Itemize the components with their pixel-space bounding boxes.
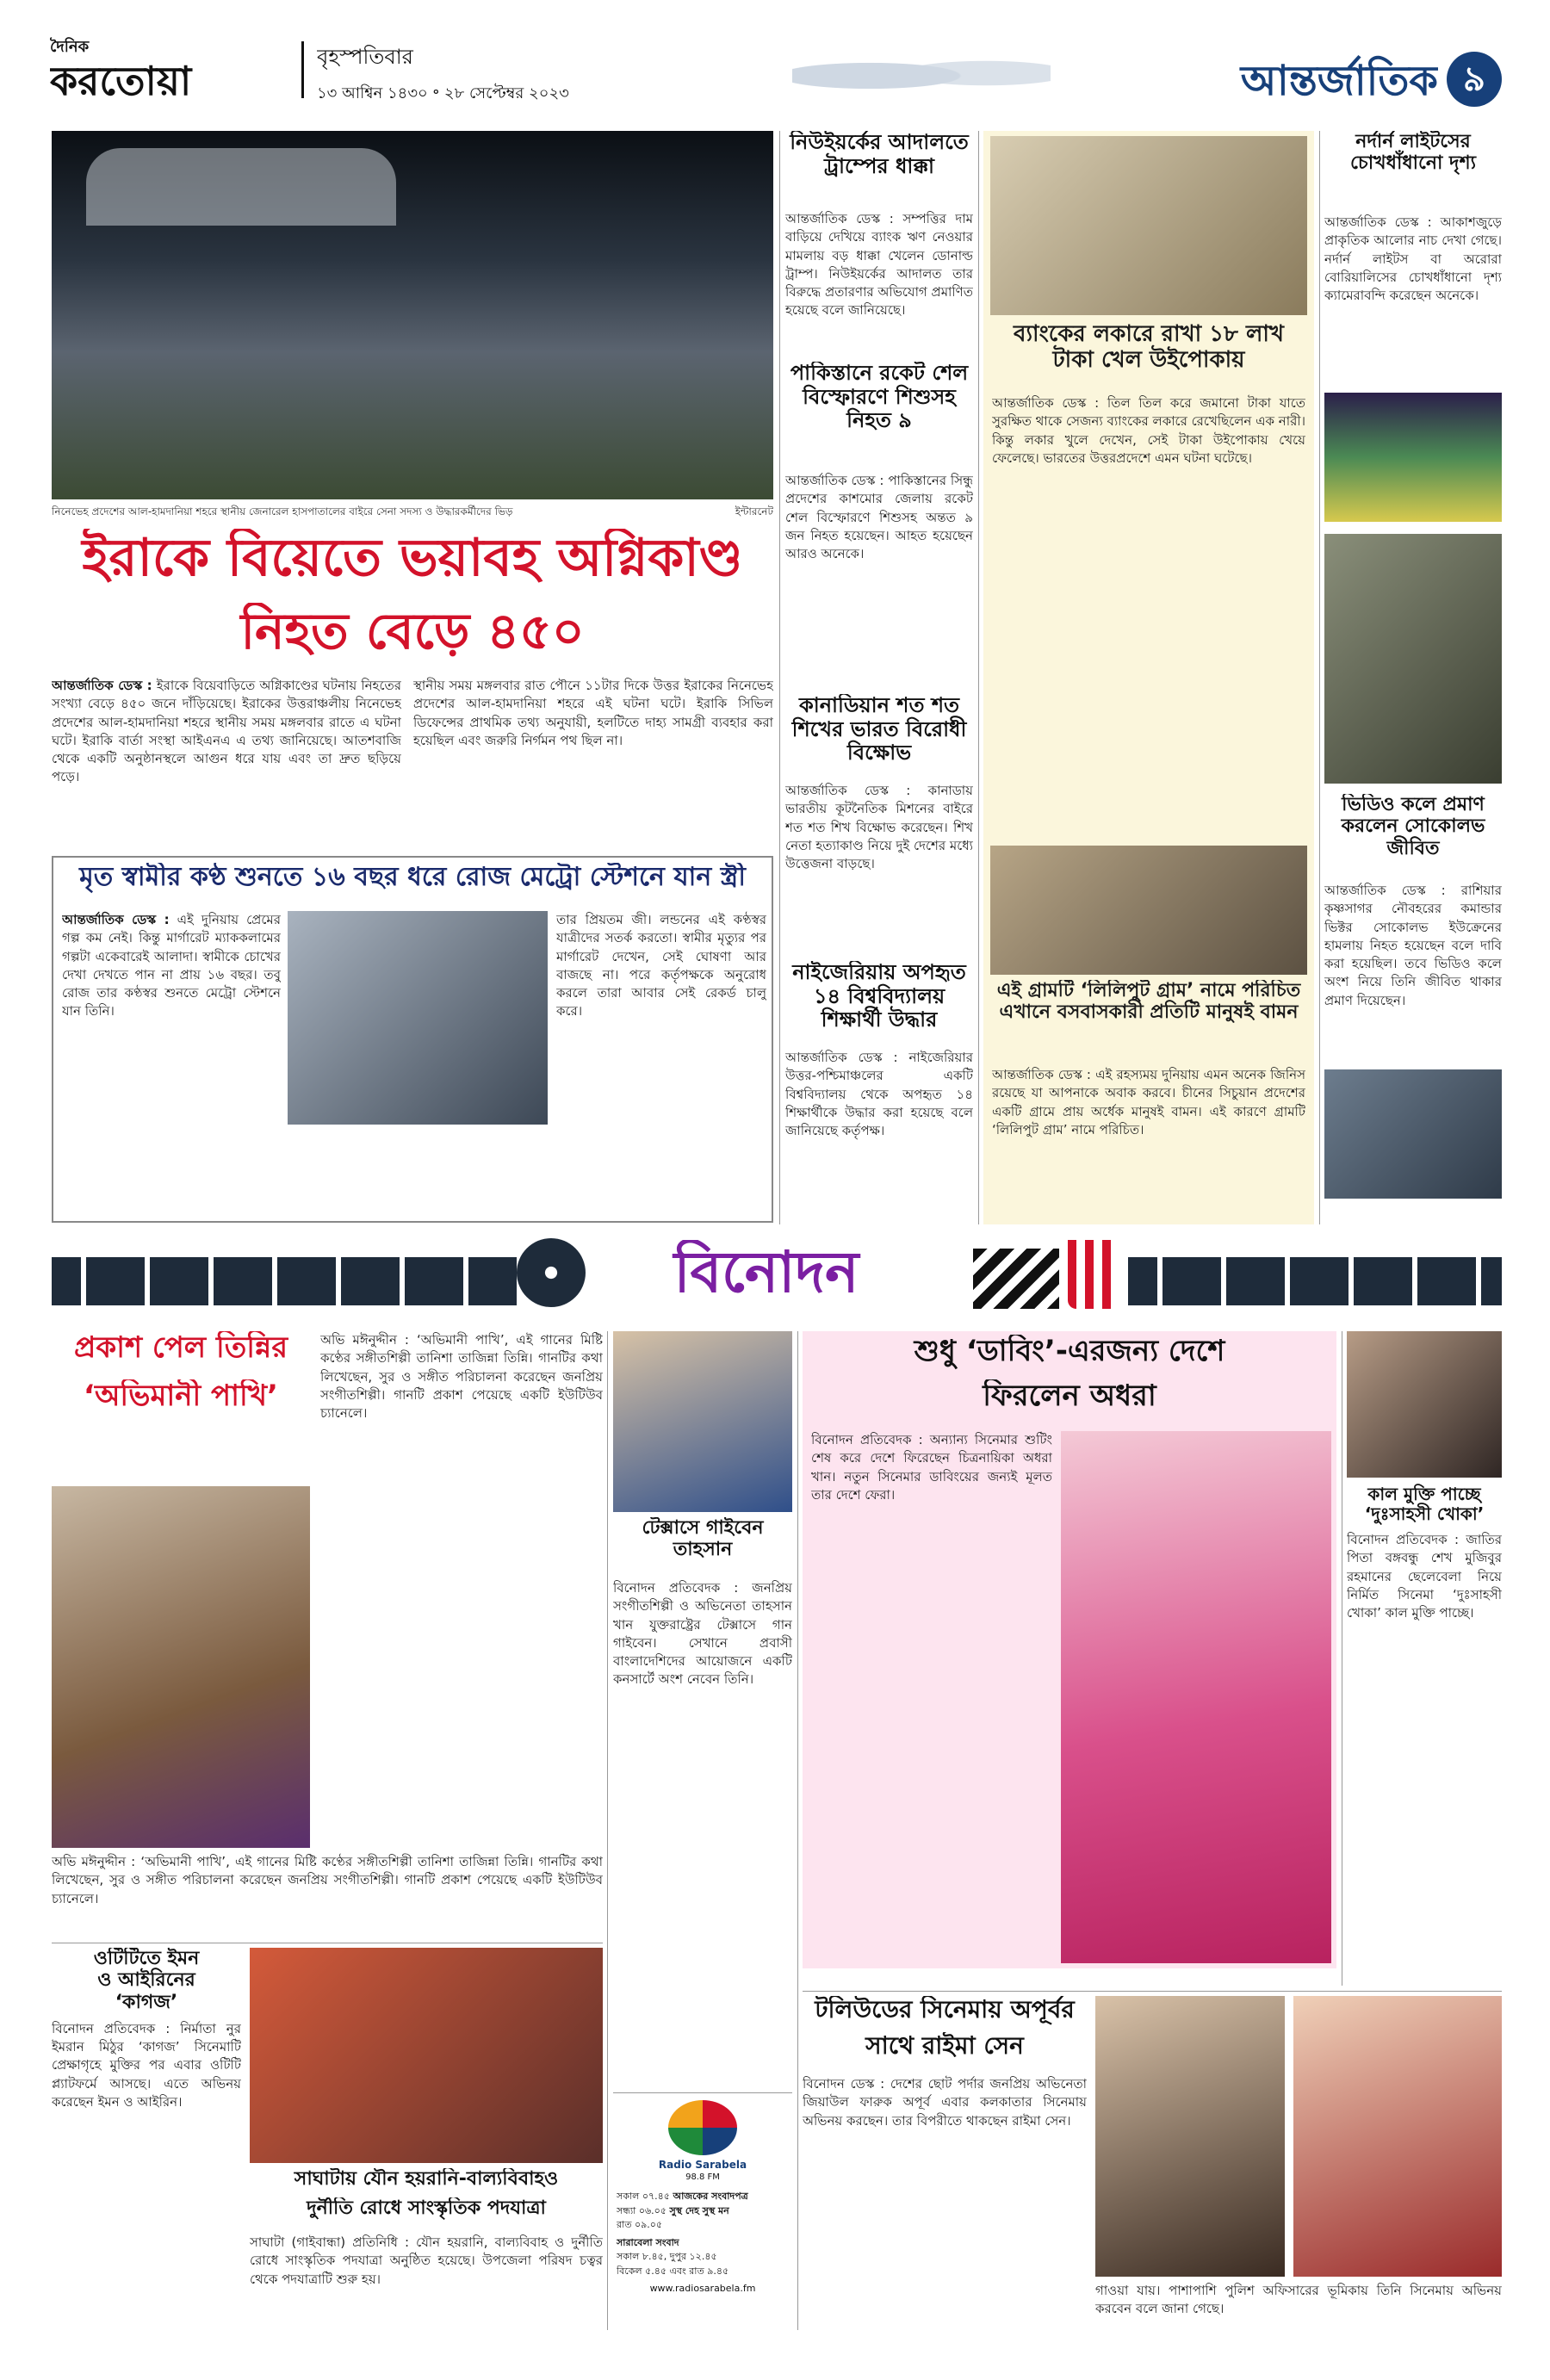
village-photo	[990, 846, 1307, 975]
lead-photo-caption: নিনেভেহ প্রদেশের আল-হামদানিয়া শহরে স্থানীয় জেনারেল হাসপাতালের বাইরে সেনা সদস্য ও উদ্ধারকর্মীদের ভিড়	[52, 505, 513, 518]
date-text: ১৩ আশ্বিন ১৪৩০ ॰ ২৮ সেপ্টেম্বর ২০২৩	[317, 84, 569, 102]
column-right	[1324, 131, 1502, 1224]
logo-main-text: করতোয়া	[50, 58, 192, 103]
lead-photo	[52, 131, 773, 499]
radio-time-3: রাত ০৯.০৫	[617, 2219, 663, 2230]
radio-schedule	[617, 2190, 789, 2327]
right-s1-body-top: আন্তর্জাতিক ডেস্ক : আকাশজুড়ে প্রাকৃতিক আলোর নাচ দেখা গেছে। নর্দার্ন লাইটস বা অরোরা বোরিয়ালিসের চোখধাঁধানো দৃশ্য ক্যামেরাবন্দি করেছেন অনেকে।	[1324, 214, 1502, 304]
ent-tinni-story	[52, 1331, 603, 1848]
apurba-body: বিনোদন ডেস্ক : দেশের ছোট পর্দার জনপ্রিয় অভিনেতা জিয়াউল ফারুক অপূর্ব এবার কলকাতার সিনেমায় অভিনয় করছেন। তার বিপরীতে থাকছেন রাইমা সেন।	[803, 2076, 1087, 2129]
lead-body-col-2	[413, 677, 773, 849]
radio-news-1: সকাল ৮.৪৫, দুপুর ১২.৪৫	[617, 2251, 717, 2262]
radio-time-2: সন্ধ্যা ০৬.০৫ সুস্থ দেহ সুস্থ মন	[617, 2204, 729, 2216]
khoka-caption-2: ‘দুঃসাহসী খোকা’	[1364, 1503, 1485, 1524]
adhora-headline-2: ফিরলেন অধরা	[983, 1379, 1156, 1413]
column-bank	[983, 131, 1314, 1224]
logo-small-text: দৈনিক	[50, 38, 90, 56]
lead-headline-1: ইরাকে বিয়েতে ভয়াবহ অগ্নিকাণ্ড	[82, 529, 743, 588]
masthead-logo	[50, 34, 300, 103]
adhora-body: বিনোদন প্রতিবেদক : অন্যান্য সিনেমার শুটিং শেষ করে দেশে ফিরেছেন চিত্রনায়িকা অধরা খান। নতুন সিনেমার ডাবিংয়ের জন্যই মূলত তার দেশে ফেরা।	[811, 1432, 1052, 1503]
tinni-body-cont: অভি মঈনুদ্দীন : ‘অভিমানী পাখি’, এই গানের মিষ্টি কণ্ঠের সঙ্গীতশিল্পী তানিশা তাজিন্না তিন্নি। গানটির কথা লিখেছেন, সুর ও সঙ্গীত পরিচালনা করেছেন জনপ্রিয় সংগীতশিল্পী। গানটি প্রকাশ পেয়েছে একটি ইউটিউব চ্যানেলে।	[52, 1854, 603, 1906]
lead-lead-in: আন্তর্জাতিক ডেস্ক :	[52, 678, 152, 693]
masthead-world-decor	[792, 50, 1051, 102]
raima-photo	[1293, 1996, 1502, 2277]
aurora-photo	[1324, 393, 1502, 522]
tinni-body: অভি মঈনুদ্দীন : ‘অভিমানী পাখি’, এই গানের মিষ্টি কণ্ঠের সঙ্গীতশিল্পী তানিশা তাজিন্না তিন্নি। গানটির কথা লিখেছেন, সুর ও সঙ্গীত পরিচালনা করেছেন জনপ্রিয় সংগীতশিল্পী। গানটি প্রকাশ পেয়েছে একটি ইউটিউব চ্যানেলে।	[320, 1332, 603, 1422]
mid-s3-headline: কানাডিয়ান শত শত শিখের ভারত বিরোধী বিক্ষোভ	[791, 694, 967, 765]
tinni-headline-2: ‘অভিমানী পাখি’	[84, 1379, 278, 1413]
tahsan-caption: টেক্সাসে গাইবেন তাহসান	[642, 1517, 764, 1561]
tahsan-photo	[613, 1331, 792, 1512]
radio-logo-icon	[668, 2100, 737, 2155]
boxed-story	[52, 856, 773, 1223]
page-number-badge	[1447, 52, 1502, 107]
mid-s2-body: আন্তর্জাতিক ডেস্ক : পাকিস্তানের সিন্ধু প্রদেশের কাশমোর জেলায় রকেট শেল বিস্ফোরণে শিশুসহ অন্তত ৯ জন নিহত হয়েছেন। আহত হয়েছেন আরও অনেকে।	[785, 473, 973, 562]
boxed-body-1-text: এই দুনিয়ায় প্রেমের গল্প কম নেই। কিন্তু মার্গারেট ম্যাককলামের গল্পটা একেবারেই আলাদা। স্বামীকে চোখের দেখা দেখতে পান না প্রায় ১৬ বছর। তবু রোজ তার কণ্ঠস্বর শুনতে মেট্রো স্টেশনে যান তিনি।	[62, 912, 281, 1020]
lead-photo-credit: ইন্টারনেট	[735, 505, 773, 518]
popcorn-icon	[1068, 1240, 1119, 1309]
mid-s4-headline: নাইজেরিয়ায় অপহৃত ১৪ বিশ্ববিদ্যালয় শিক্ষার্থী উদ্ধার	[792, 961, 966, 1032]
ent-khoka-story	[1347, 1331, 1502, 1986]
mid-s1-body: আন্তর্জাতিক ডেস্ক : সম্পত্তির দাম বাড়িয়ে দেখিয়ে ব্যাংক ঋণ নেওয়ার মামলায় বড় ধাক্কা খেলেন ডোনাল্ড ট্রাম্প। নিউইয়র্কের আদালত তার বিরুদ্ধে প্রতারণার অভিযোগ প্রমাণিত হয়েছে বলে জানিয়েছে।	[785, 211, 973, 319]
lead-body-2: স্থানীয় সময় মঙ্গলবার রাত পৌনে ১১টার দিকে উত্তর ইরাকের নিনেভেহ প্রদেশের আল-হামদানিয়া শহরে এই ঘটনা ঘটে। ইরাকি সিভিল ডিফেন্সের প্রাথমিক তথ্য অনুযায়ী, হলটিতে দাহ্য সামগ্রী ব্যবহার করা হয়েছিল এবং জরুরি নির্গমন পথ ছিল না।	[413, 678, 773, 748]
apurba-photo	[1095, 1996, 1285, 2277]
boxed-lead-in: আন্তর্জাতিক ডেস্ক :	[62, 912, 170, 927]
boxed-story-headline: মৃত স্বামীর কণ্ঠ শুনতে ১৬ বছর ধরে রোজ মেট্রো স্টেশনে যান স্ত্রী	[79, 863, 746, 892]
bank-headline: ব্যাংকের লকারে রাখা ১৮ লাখ টাকা খেল উইপোকায়	[1014, 322, 1284, 373]
column-mid	[785, 131, 973, 1224]
adhora-headline-1: শুধু ‘ডাবিং’-এরজন্য দেশে	[914, 1335, 1225, 1368]
lead-body-col-1	[52, 677, 401, 849]
radio-name: Radio Sarabela	[658, 2159, 747, 2171]
kagoj-headline-3: ‘কাগজ’	[115, 1991, 178, 2013]
film-strip-right	[1128, 1257, 1502, 1305]
adhora-photo	[1061, 1431, 1331, 1963]
masthead	[0, 0, 1550, 129]
apurba-headline-1: টলিউডের সিনেমায় অপূর্বর	[815, 1996, 1075, 2024]
radio-label: সারাবেলা সংবাদ	[617, 2236, 679, 2248]
right-s2-headline: ভিডিও কলে প্রমাণ করলেন সোকোলভ জীবিত	[1341, 794, 1485, 859]
section-title: আন্তর্জাতিক	[1240, 57, 1438, 105]
kagoj-headline-1: ওটিটিতে ইমন	[93, 1948, 200, 1969]
entertainment-banner-title: বিনোদন	[673, 1240, 859, 1305]
video-call-photo	[1324, 1069, 1502, 1199]
radio-news-2: বিকেল ৫.৪৫ এবং রাত ৯.৪৫	[617, 2265, 729, 2277]
bank-body: আন্তর্জাতিক ডেস্ক : তিল তিল করে জমানো টাকা যাতে সুরক্ষিত থাকে সেজন্য ব্যাংকের লকারে রেখেছিলেন এক নারী। কিন্তু লকার খুলে দেখেন, সেই টাকা উইপোকায় খেয়ে ফেলেছে। ভারতের উত্তরপ্রদেশে এমন ঘটনা ঘটেছে।	[992, 395, 1305, 466]
ent-tahsan-story	[613, 1331, 792, 2141]
village-body: আন্তর্জাতিক ডেস্ক : এই রহস্যময় দুনিয়ায় এমন অনেক জিনিস রয়েছে যা আপনাকে অবাক করবে। চীনের সিচুয়ান প্রদেশের একটি গ্রামে প্রায় অর্ধেক মানুষই বামন। এই কারণে গ্রামটি ‘লিলিপুট গ্রাম’ নামে পরিচিত।	[992, 1067, 1305, 1137]
day-text: বৃহস্পতিবার	[317, 45, 413, 69]
tinni-headline-1: প্রকাশ পেল তিন্নির	[73, 1331, 288, 1365]
padajatra-photo	[250, 1948, 603, 2163]
tinni-photo	[52, 1486, 310, 1848]
mid-s2-headline: পাকিস্তানে রকেট শেল বিস্ফোরণে শিশুসহ নিহত ৯	[790, 362, 969, 433]
bank-photo	[990, 136, 1307, 315]
mid-s4-body: আন্তর্জাতিক ডেস্ক : নাইজেরিয়ার উত্তর-পশ্চিমাঞ্চলের একটি বিশ্ববিদ্যালয় থেকে অপহৃত ১৪ শিক্ষার্থীকে উদ্ধার করা হয়েছে বলে জানিয়েছে কর্তৃপক্ষ।	[785, 1050, 973, 1139]
boxed-story-photo	[288, 911, 548, 1125]
mid-s1-headline: নিউইয়র্কের আদালতে ট্রাম্পের ধাক্কা	[790, 131, 969, 178]
apurba-body-bottom: গাওয়া যায়। পাশাপাশি পুলিশ অফিসারের ভূমিকায় তিনি সিনেমায় অভিনয় করবেন বলে জানা গেছে।	[1095, 2283, 1502, 2317]
boxed-body-2-text: তার প্রিয়তম জী। লন্ডনের এই কণ্ঠস্বর যাত্রীদের সতর্ক করতো। স্বামীর মৃত্যুর পর মার্গারেট দেখেন, সেই ঘোষণা আর বাজছে না। পরে কর্তৃপক্ষকে অনুরোধ করলে তারা আবার সেই রেকর্ড চালু করে।	[556, 912, 766, 1020]
boxed-story-body-1	[62, 911, 281, 1218]
padajatra-headline-1: সাঘাটায় যৌন হয়রানি-বাল্যবিবাহও	[294, 2168, 559, 2190]
soldier-photo	[1324, 534, 1502, 784]
entertainment-banner	[52, 1231, 1502, 1324]
tahsan-body: বিনোদন প্রতিবেদক : জনপ্রিয় সংগীতশিল্পী ও অভিনেতা তাহসান খান যুক্তরাষ্ট্রের টেক্সাসে গান গাইবেন। সেখানে প্রবাসী বাংলাদেশিদের আয়োজনে একটি কনসার্টে অংশ নেবেন তিনি।	[613, 1580, 792, 1688]
right-s2-body: আন্তর্জাতিক ডেস্ক : রাশিয়ার কৃষ্ণসাগর নৌবহরের কমান্ডার ভিক্টর সোকোলভ ইউক্রেনের হামলায় নিহত হয়েছেন বলে দাবি করা হয়েছিল। তবে ভিডিও কলে অংশ নিয়ে তিনি জীবিত থাকার প্রমাণ দিয়েছেন।	[1324, 883, 1502, 1008]
boxed-story-body-2	[556, 911, 766, 1218]
apurba-headline-2: সাথে রাইমা সেন	[865, 2032, 1024, 2060]
khoka-photo	[1347, 1331, 1502, 1478]
ent-kagoj-story	[52, 1948, 241, 2327]
lead-body-1: ইরাকে বিয়েবাড়িতে অগ্নিকাণ্ডের ঘটনায় নিহতের সংখ্যা বেড়ে ৪৫০ জনে দাঁড়িয়েছে। ইরাকের উত্তরাঞ্চলীয় নিনেভেহ প্রদেশের আল-হামদানিয়া শহরে স্থানীয় সময় মঙ্গলবার রাতে এ ঘটনা ঘটে। ইরাকি বার্তা সংস্থা আইএনএ এ তথ্য জানিয়েছে। আতশবাজি থেকে একটি অনুষ্ঠানস্থলে আগুন ধরে যায় এবং তা দ্রুত ছড়িয়ে পড়ে।	[52, 678, 401, 785]
mid-s3-body: আন্তর্জাতিক ডেস্ক : কানাডায় ভারতীয় কূটনৈতিক মিশনের বাইরে শত শত শিখ বিক্ষোভ করেছেন। শিখ নেতা হত্যাকাণ্ড নিয়ে দুই দেশের মধ্যে উত্তেজনা বাড়ছে।	[785, 783, 973, 872]
khoka-caption-1: কাল মুক্তি পাচ্ছে	[1367, 1484, 1481, 1504]
ent-adhora-story	[803, 1331, 1336, 1968]
padajatra-headline-2: দুর্নীতি রোধে সাংস্কৃতিক পদযাত্রা	[307, 2197, 546, 2219]
radio-freq: 98.8 FM	[685, 2172, 720, 2182]
khoka-body: বিনোদন প্রতিবেদক : জাতির পিতা বঙ্গবন্ধু শেখ মুজিবুর রহমানের ছেলেবেলা নিয়ে নির্মিত সিনেমা ‘দুঃসাহসী খোকা’ কাল মুক্তি পাচ্ছে।	[1347, 1532, 1502, 1621]
right-s1-headline: নর্দার্ন লাইটসের চোখধাঁধানো দৃশ্য	[1349, 131, 1476, 175]
kagoj-body: বিনোদন প্রতিবেদক : নির্মাতা নুর ইমরান মিঠুর ‘কাগজ’ সিনেমাটি প্রেক্ষাগৃহে মুক্তির পর এবার ওটিটি প্ল্যাটফর্মে আসছে। এতে অভিনয় করেছেন ইমন ও আইরিন।	[52, 2020, 241, 2110]
page-number: ৯	[1463, 59, 1485, 99]
lead-photo-building	[86, 148, 396, 226]
tinni-body-bottom	[52, 1853, 603, 1939]
radio-url[interactable]: www.radiosarabela.fm	[649, 2283, 756, 2294]
masthead-date	[317, 41, 679, 102]
radio-ad	[613, 2092, 792, 2330]
ent-apurba-story	[803, 1996, 1502, 2330]
clapper-icon	[973, 1249, 1059, 1309]
kagoj-headline-2: ও আইরিনের	[97, 1969, 195, 1992]
film-reel-icon	[517, 1238, 586, 1307]
lead-headline-2: নিহত বেড়ে ৪৫০	[240, 603, 585, 660]
padajatra-body: সাঘাটা (গাইবান্ধা) প্রতিনিধি : যৌন হয়রানি, বাল্যবিবাহ ও দুর্নীতি রোধে সাংস্কৃতিক পদযাত্রা অনুষ্ঠিত হয়েছে। উপজেলা পরিষদ চত্বর থেকে পদযাত্রাটি শুরু হয়।	[250, 2234, 603, 2287]
film-strip-left	[52, 1257, 517, 1305]
village-headline: এই গ্রামটি ‘লিলিপুট গ্রাম’ নামে পরিচিত এখানে বসবাসকারী প্রতিটি মানুষই বামন	[996, 980, 1301, 1024]
radio-time-1: সকাল ০৭.৪৫ আজকের সংবাদপত্র	[617, 2191, 748, 2202]
